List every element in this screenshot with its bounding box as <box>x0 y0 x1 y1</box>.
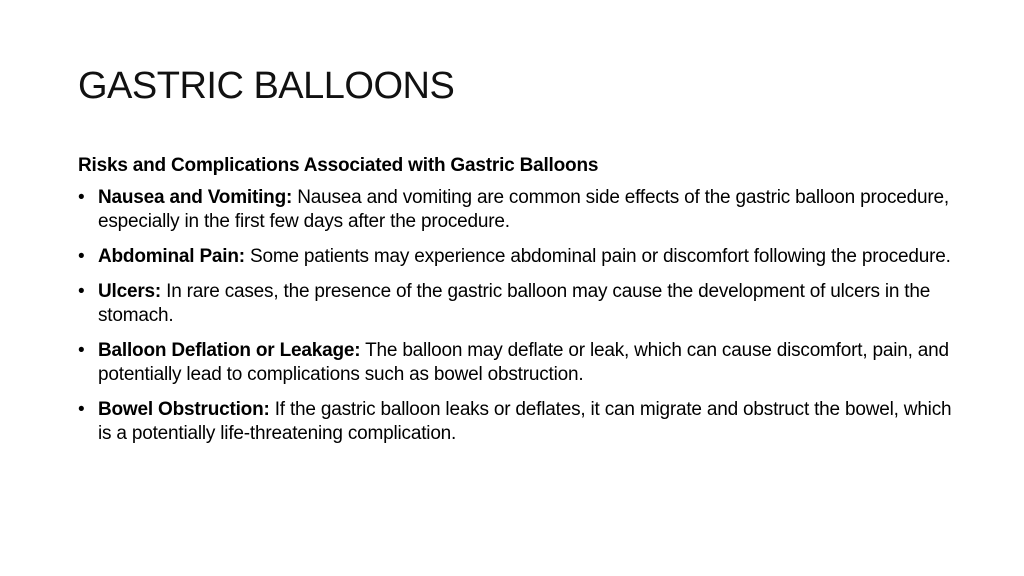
item-text: In rare cases, the presence of the gastric balloon may cause the development of ulcers in the stomach. <box>98 281 931 326</box>
list-item <box>78 398 958 446</box>
risk-list <box>78 186 958 446</box>
item-term: Abdominal Pain: <box>98 246 245 267</box>
list-item <box>78 339 958 387</box>
item-text: The balloon may deflate or leak, which can cause discomfort, pain, and potentially lead to complications such as bowel obstruction. <box>98 340 949 385</box>
list-item <box>78 245 958 269</box>
item-term: Ulcers: <box>98 281 162 302</box>
item-term: Balloon Deflation or Leakage: <box>98 340 361 361</box>
bullet-icon: • <box>78 340 85 361</box>
item-term: Bowel Obstruction: <box>98 399 270 420</box>
slide-content <box>78 154 958 457</box>
list-item <box>78 186 958 234</box>
bullet-icon: • <box>78 399 85 420</box>
item-term: Nausea and Vomiting: <box>98 187 293 208</box>
item-text: Nausea and vomiting are common side effects of the gastric balloon procedure, especially in the first few days after the procedure. <box>98 187 949 232</box>
item-text: If the gastric balloon leaks or deflates, it can migrate and obstruct the bowel, which is a potentially life-threatening complication. <box>98 399 952 444</box>
bullet-icon: • <box>78 246 85 267</box>
section-subheading: Risks and Complications Associated with Gastric Balloons <box>78 155 599 176</box>
list-item <box>78 280 958 328</box>
bullet-icon: • <box>78 281 85 302</box>
bullet-icon: • <box>78 187 85 208</box>
slide-title: GASTRIC BALLOONS <box>78 65 455 107</box>
item-text: Some patients may experience abdominal pain or discomfort following the procedure. <box>244 246 951 267</box>
